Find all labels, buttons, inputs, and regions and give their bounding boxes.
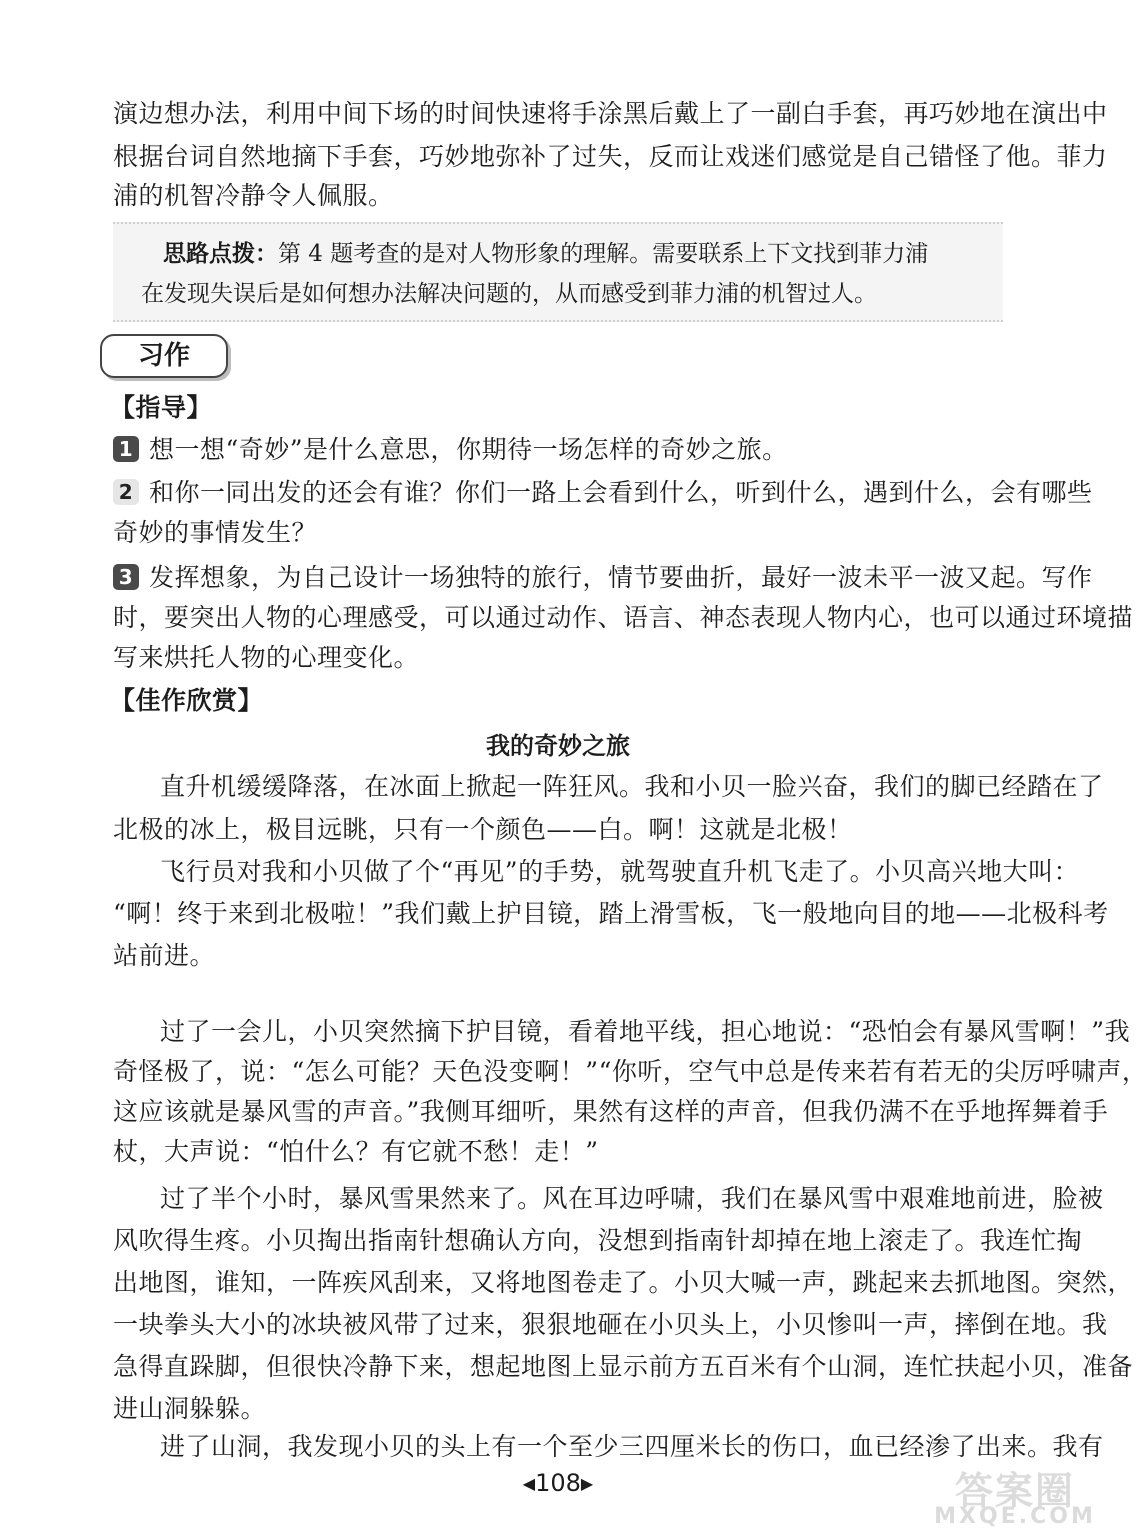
number-badge: 1 [113, 436, 139, 462]
watermark-main: 答案圈 [954, 1469, 1075, 1513]
guide-item-1 [113, 435, 1003, 465]
guide-item-text: 想一想“奇妙”是什么意思，你期待一场怎样的奇妙之旅。 [149, 435, 788, 464]
guide-item-text: 奇妙的事情发生？ [113, 518, 318, 547]
number-badge: 3 [113, 564, 139, 590]
essay-title: 我的奇妙之旅 [486, 732, 630, 760]
hint-label: 思路点拨： [163, 241, 278, 267]
essay-line: 这应该就是暴风雪的声音。”我侧耳细听，果然有这样的声音，但我仍满不在乎地挥舞着手 [113, 1097, 1109, 1126]
essay-line: 出地图，谁知，一阵疾风刮来，又将地图卷走了。小贝大喊一声，跳起来去抓地图。突然， [113, 1268, 1134, 1297]
guide-item-text: 时，要突出人物的心理感受，可以通过动作、语言、神态表现人物内心，也可以通过环境描 [113, 603, 1134, 632]
number-badge: 2 [113, 479, 139, 505]
essay-line: “啊！终于来到北极啦！”我们戴上护目镜，踏上滑雪板，飞一般地向目的地——北极科考 [113, 899, 1109, 928]
guide-item-2 [113, 478, 1093, 508]
paragraph-line: 浦的机智冷静令人佩服。 [113, 181, 394, 210]
guide-label: 【指导】 [110, 393, 213, 422]
essay-line: 北极的冰上，极目远眺，只有一个颜色——白。啊！这就是北极！ [113, 815, 853, 844]
essay-line: 进了山洞，我发现小贝的头上有一个至少三四厘米长的伤口，血已经渗了出来。我有 [160, 1432, 1104, 1461]
appreciation-label: 【佳作欣赏】 [110, 686, 264, 715]
essay-line: 急得直跺脚，但很快冷静下来，想起地图上显示前方五百米有个山洞，连忙扶起小贝，准备 [113, 1352, 1134, 1381]
hint-text: 第 4 题考查的是对人物形象的理解。需要联系上下文找到菲力浦 [278, 241, 929, 267]
right-triangle-icon: ▶ [580, 1474, 594, 1493]
page-number-value: 108 [535, 1469, 581, 1497]
section-title-tag: 习作 [100, 334, 228, 378]
essay-line: 进山洞躲躲。 [113, 1394, 267, 1423]
essay-line: 直升机缓缓降落，在冰面上掀起一阵狂风。我和小贝一脸兴奋，我们的脚已经踏在了 [160, 772, 1104, 801]
paragraph-line: 演边想办法，利用中间下场的时间快速将手涂黑后戴上了一副白手套，再巧妙地在演出中 [113, 99, 1108, 128]
essay-line: 过了半个小时，暴风雪果然来了。风在耳边呼啸，我们在暴风雪中艰难地前进，脸被 [160, 1184, 1104, 1213]
guide-item-3 [113, 563, 1093, 593]
essay-line: 飞行员对我和小贝做了个“再见”的手势，就驾驶直升机飞走了。小贝高兴地大叫： [160, 857, 1080, 886]
guide-item-text: 和你一同出发的还会有谁？你们一路上会看到什么，听到什么，遇到什么，会有哪些 [149, 478, 1093, 507]
hint-box [113, 222, 1003, 322]
left-triangle-icon: ◀ [522, 1474, 536, 1493]
essay-line: 一块拳头大小的冰块被风带了过来，狠狠地砸在小贝头上，小贝惨叫一声，摔倒在地。我 [113, 1310, 1108, 1339]
essay-line: 杖，大声说：“怕什么？有它就不愁！走！” [113, 1137, 599, 1166]
essay-line: 站前进。 [113, 941, 216, 970]
paragraph-line: 根据台词自然地摘下手套，巧妙地弥补了过失，反而让戏迷们感觉是自己错怪了他。菲力 [113, 142, 1108, 171]
hint-line-1 [163, 240, 928, 268]
guide-item-text: 写来烘托人物的心理变化。 [113, 643, 420, 672]
hint-line-2: 在发现失误后是如何想办法解决问题的，从而感受到菲力浦的机智过人。 [141, 281, 877, 307]
essay-line: 过了一会儿，小贝突然摘下护目镜，看着地平线，担心地说：“恐怕会有暴风雪啊！”我 [160, 1017, 1131, 1046]
essay-line: 风吹得生疼。小贝掏出指南针想确认方向，没想到指南针却掉在地上滚走了。我连忙掏 [113, 1226, 1083, 1255]
guide-item-text: 发挥想象，为自己设计一场独特的旅行，情节要曲折，最好一波未平一波又起。写作 [149, 563, 1093, 592]
essay-line: 奇怪极了，说：“怎么可能？天色没变啊！”“你听，空气中总是传来若有若无的尖厉呼啸声， [113, 1057, 1147, 1086]
watermark [930, 1460, 1100, 1532]
watermark-sub: MXQE.COM [934, 1504, 1096, 1529]
